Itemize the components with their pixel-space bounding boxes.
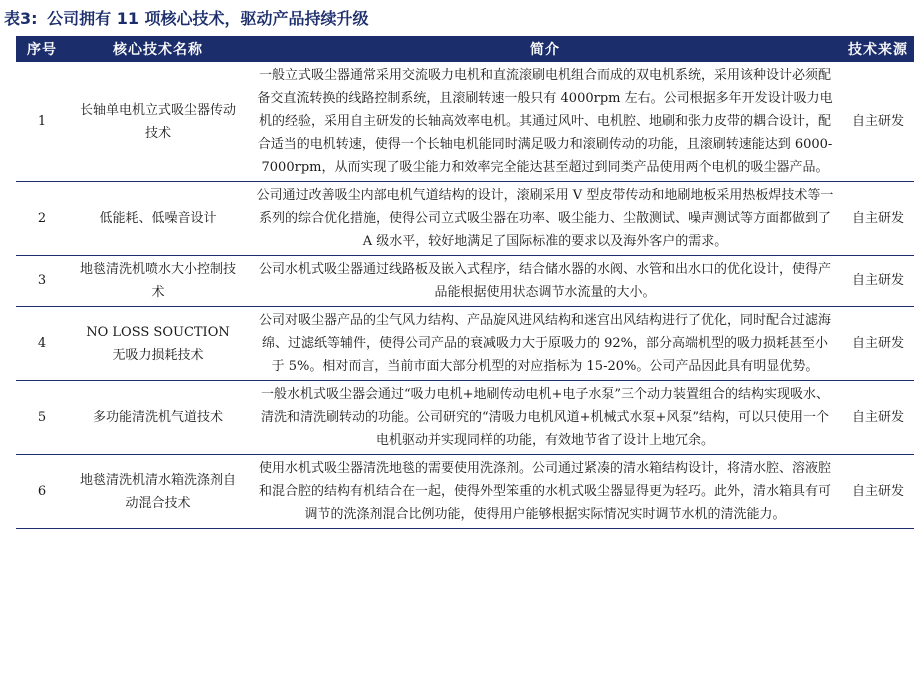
technology-name: 地毯清洗机喷水大小控制技术: [68, 256, 248, 307]
technology-name: 低能耗、低噪音设计: [68, 182, 248, 256]
technology-source: 自主研发: [842, 381, 914, 455]
technology-description: 公司通过改善吸尘内部电机气道结构的设计，滚刷采用 V 型皮带传动和地刷地板采用热板焊技术等一系列的综合优化措施，使得公司立式吸尘器在功率、吸尘能力、尘散测试、噪声测试等方面都做到了 A 级水平，较好地满足了国际标准的要求以及海外客户的需求。: [248, 182, 842, 256]
technology-source: 自主研发: [842, 182, 914, 256]
technology-source: 自主研发: [842, 307, 914, 381]
table-row: [16, 182, 914, 256]
header-technology-source: 技术来源: [848, 42, 908, 58]
table-header-row: [16, 36, 914, 62]
table-row: [16, 381, 914, 455]
row-number: 3: [16, 256, 68, 307]
row-number: 5: [16, 381, 68, 455]
header-serial-number: 序号: [27, 42, 57, 58]
technology-source: 自主研发: [842, 62, 914, 182]
technology-name: 长轴单电机立式吸尘器传动技术: [68, 62, 248, 182]
table-row: [16, 307, 914, 381]
technology-name: NO LOSS SOUCTION 无吸力损耗技术: [68, 307, 248, 381]
technology-description: 公司对吸尘器产品的尘气风力结构、产品旋风进风结构和迷宫出风结构进行了优化，同时配合过滤海绵、过滤纸等辅件，使得公司产品的衰减吸力大于原吸力的 92%，部分高端机型的吸力损耗甚至小于 5%。相对而言，当前市面大部分机型的对应指标为 15-20%。公司产品因此具有明显优势。: [248, 307, 842, 381]
technology-description: 一般水机式吸尘器会通过“吸力电机+地刷传动电机+电子水泵”三个动力装置组合的结构实现吸水、清洗和清洗刷转动的功能。公司研究的“清吸力电机风道+机械式水泵+风泵”结构，可以只使用一个电机驱动并实现同样的功能，有效地节省了设计上地冗余。: [248, 381, 842, 455]
header-description: 简介: [530, 42, 560, 58]
technology-description: 公司水机式吸尘器通过线路板及嵌入式程序，结合储水器的水阀、水管和出水口的优化设计，使得产品能根据使用状态调节水流量的大小。: [248, 256, 842, 307]
table-title: 公司拥有 11 项核心技术，驱动产品持续升级: [47, 9, 369, 28]
technology-description: 使用水机式吸尘器清洗地毯的需要使用洗涤剂。公司通过紧凑的清水箱结构设计，将清水腔、溶液腔和混合腔的结构有机结合在一起，使得外型笨重的水机式吸尘器显得更为轻巧。此外，清水箱具有可调节的洗涤剂混合比例功能，使得用户能够根据实际情况实时调节水机的清洗能力。: [248, 455, 842, 529]
technology-name: 多功能清洗机气道技术: [68, 381, 248, 455]
table-row: [16, 256, 914, 307]
table-number: 表3:: [4, 9, 38, 28]
technology-source: 自主研发: [842, 455, 914, 529]
header-technology-name: 核心技术名称: [113, 42, 203, 58]
row-number: 1: [16, 62, 68, 182]
row-number: 4: [16, 307, 68, 381]
row-number: 6: [16, 455, 68, 529]
table-caption: [4, 6, 369, 32]
table-row: [16, 62, 914, 182]
core-technology-table: [16, 36, 914, 529]
technology-name: 地毯清洗机清水箱洗涤剂自动混合技术: [68, 455, 248, 529]
technology-description: 一般立式吸尘器通常采用交流吸力电机和直流滚刷电机组合而成的双电机系统，采用该种设计必须配备交直流转换的线路控制系统，且滚刷转速一般只有 4000rpm 左右。公司根据多年开发设计吸力电机的经验，采用自主研发的长轴高效率电机。其通过风叶、电机腔、地刷和张力皮带的耦合设计，配合适当的电机转速，使得一个长轴电机能同时满足吸力和滚刷传动的功能，且滚刷转速能达到 6000-7000rpm，从而实现了吸尘能力和效率完全能达甚至超过到同类产品使用两个电机的吸尘器产品。: [248, 62, 842, 182]
technology-source: 自主研发: [842, 256, 914, 307]
table-row: [16, 455, 914, 529]
row-number: 2: [16, 182, 68, 256]
